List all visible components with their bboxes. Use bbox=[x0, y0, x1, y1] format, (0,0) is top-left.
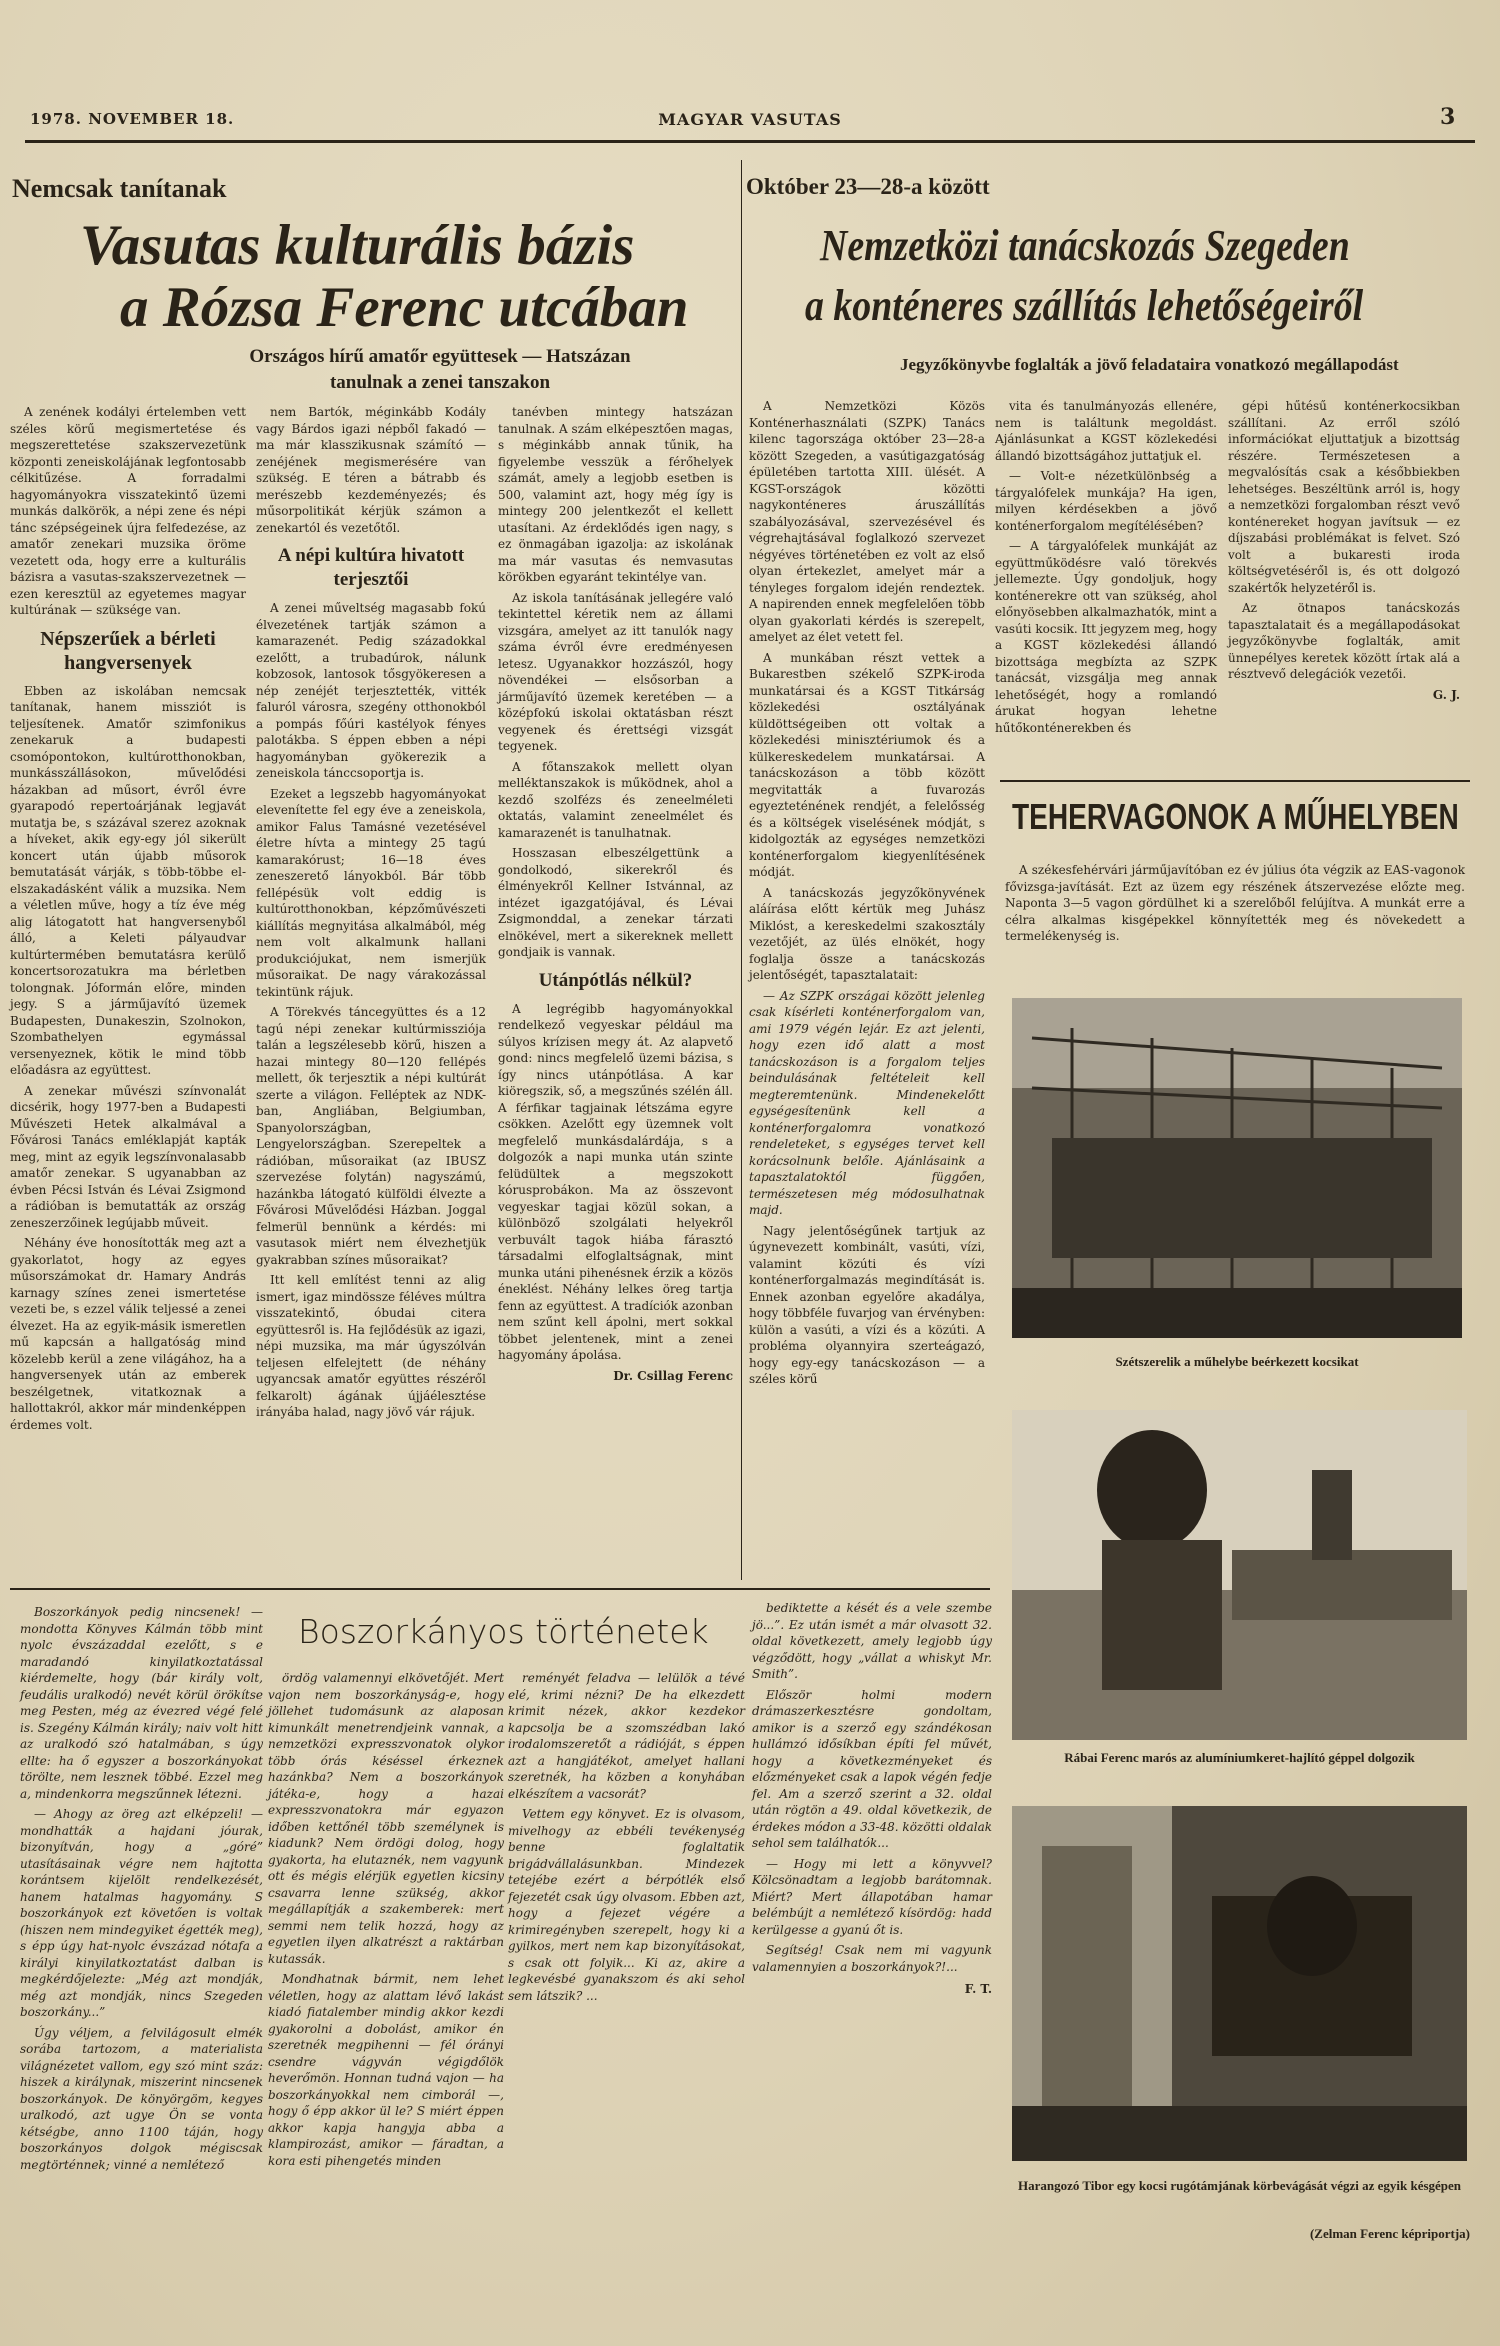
right-kicker: Október 23—28-a között bbox=[746, 174, 990, 199]
witch-col4-p3: — Hogy mi lett a könyvvel? Kölcsönadtam a legjobb barátomnak. Miért? Mert állapotában hamar belémbújt a nemlétező kísördög: hadd kerülgesse a gyanú őt is. bbox=[752, 1856, 992, 1937]
left-col2-p4: A Törekvés táncegyüttes és a 12 tagú népi zenekar kultúrmissziója talán a legszélesebb körű, hiszen a hazai mintegy 80—120 fellépés mellett, ők terjesztik a népi kultúrát szerte a világon. Felléptek az NDK-ban, Angliában, Belgiumban, Spanyolországban, Lengyelországban. Szerepeltek a rádióban, műsoraikat (az IBUSZ szervezése folytán) nagyszámú, hazánkba látogató külföldi élvezte a Fővárosi Művelődési Házban. Joggal felmerül bennünk a kérdés: mi vasutasok miért nem élvezhetjük gyakrabban színes műsoraikat? bbox=[256, 1005, 486, 1267]
right-col1-p2: A munkában részt vettek a Bukarestben székelő SZPK-iroda munkatársai és a KGST Titkárság közlekedési osztályának küldöttségeiben ott voltak a közlekedési minisztériumok és a külkereskedelem munkatársai. A tanácskozáson a több között megvitatták a fuvarozás egyezteténének rendjét, a felelősség és a költségek viselésének módját, s kidolgozták az egységes nemzetközi konténerforgalom kiegyenlítésének módját. bbox=[749, 650, 985, 879]
right-subtitle: Jegyzőkönyvbe foglalták a jövő feladataira vonatkozó megállapodást bbox=[900, 355, 1399, 374]
left-col3-p5: A legrégibb hagyományokkal rendelkező vegyeskar például ma súlyos krízisen megy át. Az alapvető gond: nincs megfelelő üzemi bázisa, s így nincs utánpótlása. A kar kiöregszik, ső, a megszűnés szélén áll. A férfikar tagjainak létszáma egyre csökken. Azelőtt egy üzemnek volt megfelelő munkásdalárdája, s a dolgozók a napi munka után szinte felüdültek a megszokott kórusprobákon. Ma az összevont vegyeskar tagjai közül sokan, a különböző szolgálati helyekről verbuvált tagok hiába fárasztó társadalmi elfoglaltságnak, mint munka utáni pihenésnek érzik a közös éneklést. Néhány lelkes öreg tartja fenn az együttest. A tradíciók azonban nem szűnt kell ápolni, mert sokkal többet jelentenek, mint a zenei hagyomány ápolása. bbox=[498, 1001, 733, 1362]
left-subtitle: Országos hírű amatőr együttesek — Hatszázan tanulnak a zenei tanszakon bbox=[249, 346, 631, 393]
witch-col4-p1: bediktette a kését és a vele szembe jö...”. Ez után ismét a már olvasott 32. oldal következett, amely legjobb úgy végződött, hogy „vállat a whiskyt Mr. Smith”. bbox=[752, 1601, 992, 1681]
witch-title: Boszorkányos történetek bbox=[298, 1612, 709, 1651]
witch-col1 bbox=[20, 1604, 263, 2177]
left-sub-folk: A népi kultúra hivatott terjesztői bbox=[277, 545, 465, 590]
witch-col2-p2: Mondhatnak bármit, nem lehet véletlen, hogy az alattam lévő lakást kiadó fiatalember mindig akkor kezdi gyakorolni a dobolást, amikor én szeretnék megpihenni — fél órányi csendre vágyván végigdőlök heverőmön. Honnan tudná vajon — ha boszorkányokkal nem cimborál —, hogy ő épp akkor ül le? S miért éppen akkor kapja hangyja abba a klampirozást, amikor — fáradtan, a kora esti pihengetés minden bbox=[268, 1972, 504, 2168]
witch-col1-p1: Boszorkányok pedig nincsenek! — mondotta Könyves Kálmán több mint nyolc évszázaddal ezelőtt, s e maradandó kinyilatkoztatással kiérdemelte, hogy (bár király volt, feudális uralkodó) nevét körül örökítse meg Pesten, még az évezred végé felé is. Szegény Kálmán király; naiv volt hitt az uralkodó szó hatalmában, s úgy ellte: ha ő egyszer a boszorkányokat törölte, nem lesznek többé. Ezzel meg a, mindenkorra megszűnnek létezni. bbox=[20, 1605, 263, 1801]
left-col1-p3: A zenekar művészi színvonalát dicsérik, hogy 1977-ben a Budapesti Művészeti Hetek alkalmával a Fővárosi Tanács emléklapját kapták meg, mint az egyik legszínvonalasabb amatőr zenekar. S ugyanabban az évben Pécsi István és Lévai Zsigmond a rádióban is bemutatták az ország zeneszerzőinek legújabb műveit. bbox=[10, 1083, 246, 1230]
wagon-caption-3: Harangozó Tibor egy kocsi rugótámjának körbevágását végzi az egyik késgépen bbox=[1017, 2178, 1462, 2193]
left-title-line1: Vasutas kulturális bázis bbox=[80, 214, 635, 277]
left-kicker: Nemcsak tanítanak bbox=[12, 174, 227, 203]
left-bottom-rule bbox=[10, 1588, 990, 1590]
left-sub-successor: Utánpótlás nélkül? bbox=[538, 969, 693, 991]
witch-col4 bbox=[752, 1600, 992, 1998]
right-col3-p1: gépi hűtésű konténerkocsikban szállítani. Az erről szóló információkat eljuttatjuk a bizottság részére. Természetesen a megvalósítás csak a későbbiekben lehetséges. Beszéltünk arról is, hogy a nemzetközi forgalomban részt vevő konténereket hogyan javítsuk — ez díjszabási problémákat is felvet. Szó volt a bukaresti iroda költségvetéséről is, és ott dolgozó szakértők helyzetéről is. bbox=[1228, 399, 1460, 595]
milling-photo-image bbox=[1012, 1410, 1467, 1740]
left-col3-p1: tanévben mintegy hatszázan tanulnak. A szám elképesztően magas, s méginkább annak tűnik, ha figyelembe vesszük a férőhelyek számát, amely a legjobb esetben is 500, valamint azt, hogy még így is mintegy 200 jelentkezőt el kellett utasítani. Az érdeklődés igen nagy, s ez önmagában igazolja: az iskolának ma már vasutas és nemvasutas körökben egyaránt tekintélye van. bbox=[498, 405, 733, 584]
wagon-top-rule bbox=[1000, 780, 1470, 782]
wagon-photo-3 bbox=[1012, 1806, 1467, 2161]
left-col2-p1: nem Bartók, méginkább Kodály vagy Bárdos igazi népből fakadó — ma már klasszikusnak számító — zenéjének megismerésére van szükség. E téren a bátrabb és merészebb kezdeményezés; és műsorpolitikát kérjük számon a zenekartól és vezetőtől. bbox=[256, 405, 486, 535]
right-col1-p5: Nagy jelentőségűnek tartjuk az úgynevezett kombinált, vasúti, vízi, valamint közúti és vízi konténerforgalmazás megindítását is. Ennek azonban egyelőre akadálya, hogy többféle fuvarjog van érvényben: külön a vasúti, a vízi és a közúti. A probléma olyannyira szerteágazó, hogy egy-egy tanácskozáson — a széles körű bbox=[749, 1223, 985, 1386]
header-date: 1978. NOVEMBER 18. bbox=[30, 110, 235, 128]
right-col2-p1: vita és tanulmányozás ellenére, nem is találtunk megoldást. Ajánlásunkat a KGST közlekedési állandó bizottságához juttatjuk el. bbox=[995, 399, 1217, 463]
witch-byline: F. T. bbox=[964, 1982, 992, 1996]
right-col3 bbox=[1228, 398, 1460, 703]
left-col1 bbox=[10, 404, 246, 1437]
witch-col2-p1: ördög valamennyi elkövetőjét. Mert vajon nem boszorkányság-e, hogy jöllehet tudomásunk az alaposan kimunkált menetrendjeink vannak, a nemzetközi expresszvonatok olykor több órás késéssel érkeznek hazánkba? Nem a boszorkányok játéka-e, hogy a hazai expresszvonatokra már egyazon időben kettőnél több személynek is kiadunk? Nem ördögi dolog, hogy gyakorta, ha elutaznék, nem vagyunk ott és mégis elérjük egyetlen kicsiny csavarra lenne szükség, akkor megállapítják a szakemberek: mert semmi nem telik hozzá, hogy az egyetlen ilyen alkatrészt a raktárban kutassák. bbox=[268, 1671, 504, 1966]
left-col2-p2: A zenei műveltség magasabb fokú élvezetének tartják számon a kamarazenét. Pedig századokkal ezelőtt, a trubadúrok, nálunk kobzosok, lantosok tősgyökeresen a nép zenéjét terjesztették, vitték faluról városra, szegény otthonokból a pompás főúri kastélyok fényes palotákba. S éppen ebben a népi hagyományban gyökerezik a zeneiskola tánccsoportja is. bbox=[256, 601, 486, 780]
right-byline: G. J. bbox=[1432, 687, 1460, 702]
right-col1 bbox=[749, 398, 985, 1392]
left-col1-p4: Néhány éve honosították meg azt a gyakorlatot, hogy az egyes műsorszámokat dr. Hamary András karnagy színes zenei ismertetése vezeti be, s ezzel válik teljessé a zenei élvezet. Ha az egyik-másik ismeretlen mű kapcsán a hallgatóság mind közelebb kerül a zene világához, ha a hangversenyek után az emberek beszélgetnek, vitatkoznak a hallottakról, akkor már mindenképpen érdemes volt. bbox=[10, 1236, 246, 1432]
left-col1-p1: A zenének kodályi értelemben vett széles körű megismertetése és megszerettetése szakszervezetünk központi zeneiskolájának legfontosabb célkitűzése. A forradalmi hagyományokra visszatekintő üzemi munkás dalkörök, a népi zene és népi tánc szépségeinek újra felfedezése, az amatőr zenekari muzsika öröme vezetett oda, hogy erre a kulturális bázisra a vasutas-szakszervezetnek — ezen keresztül az egyetemes magyar kultúrának — szüksége van. bbox=[10, 405, 246, 617]
left-col3 bbox=[498, 404, 733, 1384]
witch-col1-p3: Úgy véljem, a felvilágosult elmék sorába tartozom, a materialista világnézetet vallom, egy szó mint száz: hiszek a királynak, miszerint nincsenek boszorkányok. De könyörgöm, kegyes uralkodó, azt ugye Ön se vonta kétségbe, anno 1100 táján, hogy boszorkányos dolgok mégiscsak megtörténnek; vinné a nemlétező bbox=[20, 2025, 263, 2172]
right-col2 bbox=[995, 398, 1217, 740]
header-paper-name: MAGYAR VASUTAS bbox=[658, 110, 842, 129]
left-byline: Dr. Csillag Ferenc bbox=[613, 1368, 733, 1383]
left-col3-p3: A főtanszakok mellett olyan melléktanszakok is működnek, ahol a kezdő szolfézs és zeneelméleti oktatás, valamint zeneelmélet és kamarazenét is tanulhatnak. bbox=[498, 759, 733, 840]
cutting-photo-image bbox=[1012, 1806, 1467, 2161]
wagon-caption-1: Szétszerelik a műhelybe beérkezett kocsikat bbox=[1115, 1354, 1359, 1369]
witch-col1-p2: — Ahogy az öreg azt elképzeli! — mondhatták a hajdani jóurak, bizonyítván, hogy a „góré” utasításainak végre nem hajtotta korántsem kijelölt rendelkezését, hanem hatalmas hagyomány. S boszorkányok ezt követően is voltak (hiszen nem mindegyiket égették meg), s épp úgy hat-nyolc évszázad nótafa a királyi kinyilatkoztatást dalban is megkérdőjelezte: „Még azt mondják, még azt mondják, nincs Szegeden boszorkány...” bbox=[20, 1807, 263, 2019]
left-col2-p3: Ezeket a legszebb hagyományokat elevenítette fel egy éve a zeneiskola, amikor Falus Tamásné vezetésével életre hívta a mintegy 25 tagú kamarakórust; 16—18 éves zeneszerető lányokból. Bár több fellépésük volt eddig is kultúrotthonokban, képzőművészeti kiállítás megnyitása alkalmából, még nem volt alkalmunk hallani produkciójukat, nem ismerjük műsoraikat. De nagy várakozással tekintünk rájuk. bbox=[256, 786, 486, 999]
right-col3-p2: Az ötnapos tanácskozás tapasztalatait és a megállapodásokat jegyzőkönyvbe foglalták, amit ünnepélyes keretek között írtak alá a résztvevő delegációk vezetői. bbox=[1228, 601, 1460, 681]
witch-col3-p1: reményét feladva — lelülök a tévé elé, krimi nézni? De ha elkezdett krimit nézek, akkor kezdekor kapcsolja be a szomszédban lakó irodalomszeretőt a rádióját, s éppen azt a hangjátékot, amelyet hallani szeretnék, ha közben a konyhában elkészítem a vacsorát? bbox=[508, 1671, 745, 1801]
wagon-credit: (Zelman Ferenc képriportja) bbox=[1309, 2226, 1470, 2241]
left-title-line2: a Rózsa Ferenc utcában bbox=[120, 276, 689, 339]
header-page-number: 3 bbox=[1440, 104, 1456, 130]
witch-col3-p2: Vettem egy könyvet. Ez is olvasom, mivelhogy az ebbéli tevékenység benne foglaltatik brigádvállalásunkban. Mindezek tetejébe ezért a bérpótlék első fejezetét csak úgy olvasom. Ebben azt, hogy a fejezet végére a krimiregényben szerepelt, hogy ki a gyilkos, mert nem kap bizonyításokat, s csak ott folyik... Ki az, akire a legkevésbé gyanakszom és aki sehol sem látszik? ... bbox=[508, 1807, 745, 2003]
wagon-photo-1 bbox=[1012, 998, 1462, 1338]
wagon-caption-2: Rábai Ferenc marós az alumíniumkeret-hajlító géppel dolgozik bbox=[1064, 1750, 1415, 1765]
left-col2-p5: Itt kell említést tenni az alig ismert, igaz mindössze féléves múltra visszatekintő, óbudai citera együttesről is. Ha fejlődésük az igazi, népi muzsika, ma már úgyszólván teljesen elfelejtett (de néhány ugyancsak amatőr együttes részéről felkarolt) ágának újjáélesztése irányába halad, nagy jövő vár rájuk. bbox=[256, 1273, 486, 1419]
witch-col4-p4: Segítség! Csak nem mi vagyunk valamennyien a boszorkányok?!... bbox=[752, 1943, 992, 1974]
right-col1-p3: A tanácskozás jegyzőkönyvének aláírása előtt kértük meg Juhász Miklóst, a kereskedelmi szakosztály vezetőjét, az ülés elnökét, hogy foglalja össze a tanácskozás jelentőségét, tapasztalatait: bbox=[749, 885, 985, 982]
right-col2-p2: — Volt-e nézetkülönbség a tárgyalófelek munkája? Ha igen, milyen kérdésekben a jövő konténerforgalom megítélésében? bbox=[995, 469, 1217, 533]
right-col1-p4: — Az SZPK országai között jelenleg csak kísérleti konténerforgalom van, ami 1979 végén lejár. Ez azt jelenti, hogy ezen idő alatt a most tanácskozáson is a forgalom teljes beindulásának feltételeit kell megteremtenünk. Mindenekelőtt egységesítenünk kell a konténerforgalomra vonatkozó rendeleteket, s egységes tervet kell korácsolnunk belőle. Ajánlásaink a tapasztalatoktól függően, természetesen még módosulhatnak majd. bbox=[749, 988, 985, 1217]
left-col3-p4: Hosszasan elbeszélgettünk a gondolkodó, sikerekről és élményekről Kellner Istvánnal, az intézet igazgatójával, és Lévai Zsigmonddal, a zenekar tárzati elnökével, mert a sikereknek mellett gondjaik is vannak. bbox=[498, 846, 733, 959]
witch-col3 bbox=[508, 1670, 745, 2008]
witch-col4-p2: Először holmi modern drámaszerkesztésre gondoltam, amikor is a szerző egy szándékosan hullámzó idősíkban építi fel művét, hogy a következményeket és előzményeket csak a lapok végén fedje fel. Am a szerző szerint a 32. oldal után rögtön a 49. oldal következik, de érdekes módon a 33-48. közötti oldalak sehol sem találhatók... bbox=[752, 1687, 992, 1850]
header-rule bbox=[25, 140, 1475, 143]
vertical-divider bbox=[741, 160, 742, 1580]
wagon-text: A székesfehérvári járműjavítóban ez év július óta végzik az EAS-vagonok fővizsga-javítását. Ezt az üzem egy részének átszervezése előzte meg. Naponta 3—5 vagon gördülhet ki a szerelőből felújítva. A munkát erre a célra alkalmas kisgépekkel könnyítették meg és növekedett a termelékenység is. bbox=[1005, 863, 1465, 943]
right-title-line2: a konténeres szállítás lehetőségeiről bbox=[805, 281, 1364, 330]
wagon-photo-2 bbox=[1012, 1410, 1467, 1740]
right-col1-p1: A Nemzetközi Közös Konténerhasználati (SZPK) Tanács kilenc tagországa október 23—28-a között Szegeden, a vasútigazgatóság épületében tartotta XIII. ülését. A KGST-országok közötti nagykonténeres áruszállítás szabályozásával, szervezésével és végrehajtásával foglalkozó szervezet négyéves történetében ez volt az első olyan értekezlet, amelyet már a tényleges forgalom idején rendeztek. A napirenden ennek megfelelően több olyan gyakorlati kérdés is szerepelt, amelyet az élet vetett fel. bbox=[749, 399, 985, 644]
left-col2 bbox=[256, 404, 486, 1425]
workshop-photo-image bbox=[1012, 998, 1462, 1338]
left-col3-p2: Az iskola tanításának jellegére való tekintettel kéretik nem az állami vizsgára, amelyet az itt tanulók nagy száma évről évre eredményesen letesz. Ugyanakkor hozzászól, hogy növendékei — elsősorban a járműjavító üzemek keretében — a középfokú iskolai oktatásban részt vegyenek és érettségi vizsgát tegyenek. bbox=[498, 590, 733, 753]
right-col2-p3: — A tárgyalófelek munkáját az együttműködésre való törekvés jellemezte. Úgy gondoljuk, hogy konténerekre ott van szükség, ahol előnyösebben alkalmazhatók, mint a vasúti kocsik. Itt jegyzem meg, hogy a KGST közlekedési állandó bizottsága megbízta az SZPK tanácsát, vizsgálja meg annak lehetőségét, hogy a romlandó árukat hogyan lehetne hűtőkonténerekben és bbox=[995, 539, 1217, 735]
witch-col2 bbox=[268, 1670, 504, 2173]
left-sub-concerts: Népszerűek a bérleti hangversenyek bbox=[40, 627, 216, 674]
right-title-line1: Nemzetközi tanácskozás Szegeden bbox=[820, 221, 1350, 270]
left-col1-p2: Ebben az iskolában nemcsak tanítanak, hanem missziót is teljesítenek. Amatőr szimfonikus zenekaruk a budapesti csomópontokon, kultúrotthonokban, munkásszállásokon, művelődési házakban ad műsort, évről évre gyarapodó repertoárjának legjavát mutatja be, s százával szerez azoknak a híveket, akik egy-egy jól sikerült koncert után újabb műsorok bemutatását várják, s több-többe el-elszakadásként válik a muzsika. Nem a véletlen műve, hogy a tíz éve még alig látogatott hat hangversenyből álló, a Keleti pályaudvar kultúrtermében bemutatásra kerülő koncertsorozatukra ma bérletben tolongnak. Jóformán előre, minden jegy. S a járműjavító üzemek Budapesten, Dunakeszin, Szolnokon, Szombathelyen egymással versenyeznek, kötik le mind több előadásra az együttest. bbox=[10, 683, 246, 1077]
wagon-title: TEHERVAGONOK A MŰHELYBEN bbox=[1012, 796, 1459, 837]
